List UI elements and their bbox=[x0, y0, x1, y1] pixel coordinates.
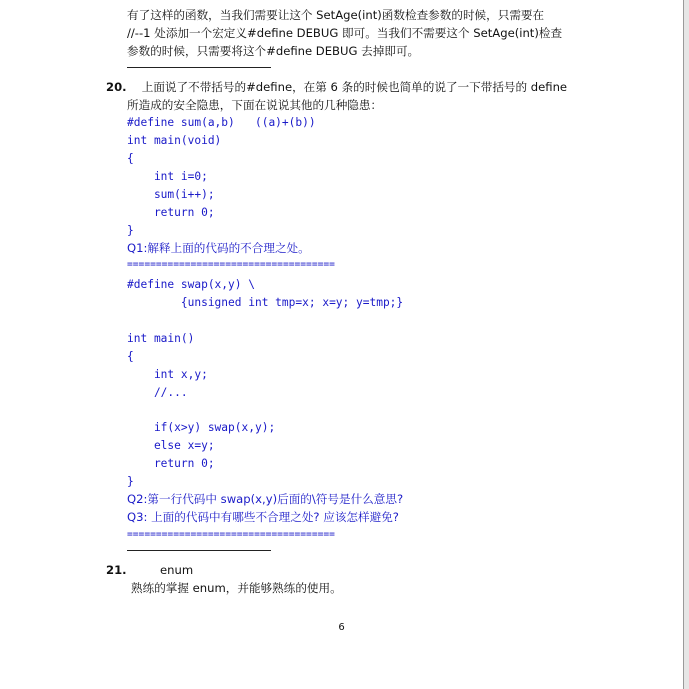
code2-line: int x,y; bbox=[127, 368, 208, 381]
code2-line: //... bbox=[127, 386, 188, 399]
intro-line-3: 参数的时候，只需要将这个#define DEBUG 去掉即可。 bbox=[127, 44, 420, 58]
code1-line: { bbox=[127, 152, 134, 165]
question-3: Q3: 上面的代码中有哪些不合理之处? 应该怎样避免? bbox=[127, 510, 399, 524]
code1-line: int i=0; bbox=[127, 170, 208, 183]
intro-line-1: 有了这样的函数，当我们需要让这个 SetAge(int)函数检查参数的时候，只需要在 bbox=[127, 8, 545, 22]
code1-line: int main(void) bbox=[127, 134, 222, 147]
separator-2: ==================================== bbox=[127, 529, 335, 540]
question-2: Q2:第一行代码中 swap(x,y)后面的\符号是什么意思? bbox=[127, 492, 404, 506]
code1-line: } bbox=[127, 224, 134, 237]
separator-1: ==================================== bbox=[127, 259, 335, 270]
item-20-line-1: 上面说了不带括号的#define，在第 6 条的时候也简单的说了一下带括号的 define bbox=[127, 80, 568, 94]
page-number: 6 bbox=[338, 622, 345, 633]
code2-line: if(x>y) swap(x,y); bbox=[127, 421, 276, 434]
item-20-number: 20. bbox=[106, 80, 127, 94]
item-21-description: 熟练的掌握 enum，并能够熟练的使用。 bbox=[131, 581, 342, 595]
code1-line: return 0; bbox=[127, 206, 215, 219]
section-rule bbox=[127, 67, 271, 68]
code2-line: int main() bbox=[127, 332, 195, 345]
code2-line: #define swap(x,y) \ bbox=[127, 278, 255, 291]
code2-line: {unsigned int tmp=x; x=y; y=tmp;} bbox=[127, 296, 404, 309]
item-21-title: enum bbox=[160, 563, 194, 577]
section-rule bbox=[127, 550, 271, 551]
question-1: Q1:解释上面的代码的不合理之处。 bbox=[127, 241, 310, 255]
code2-line: else x=y; bbox=[127, 439, 215, 452]
item-20-line-2: 所造成的安全隐患，下面在说说其他的几种隐患： bbox=[127, 98, 383, 112]
page-shadow bbox=[684, 0, 689, 689]
intro-line-2: //--1 处添加一个宏定义#define DEBUG 即可。当我们不需要这个 SetAge(int)检查 bbox=[127, 26, 563, 40]
code1-line: #define sum(a,b) ((a)+(b)) bbox=[127, 116, 316, 129]
code2-line: { bbox=[127, 350, 134, 363]
item-21-number: 21. bbox=[106, 563, 127, 577]
code1-line: sum(i++); bbox=[127, 188, 215, 201]
code2-line: return 0; bbox=[127, 457, 215, 470]
code2-line: } bbox=[127, 475, 134, 488]
